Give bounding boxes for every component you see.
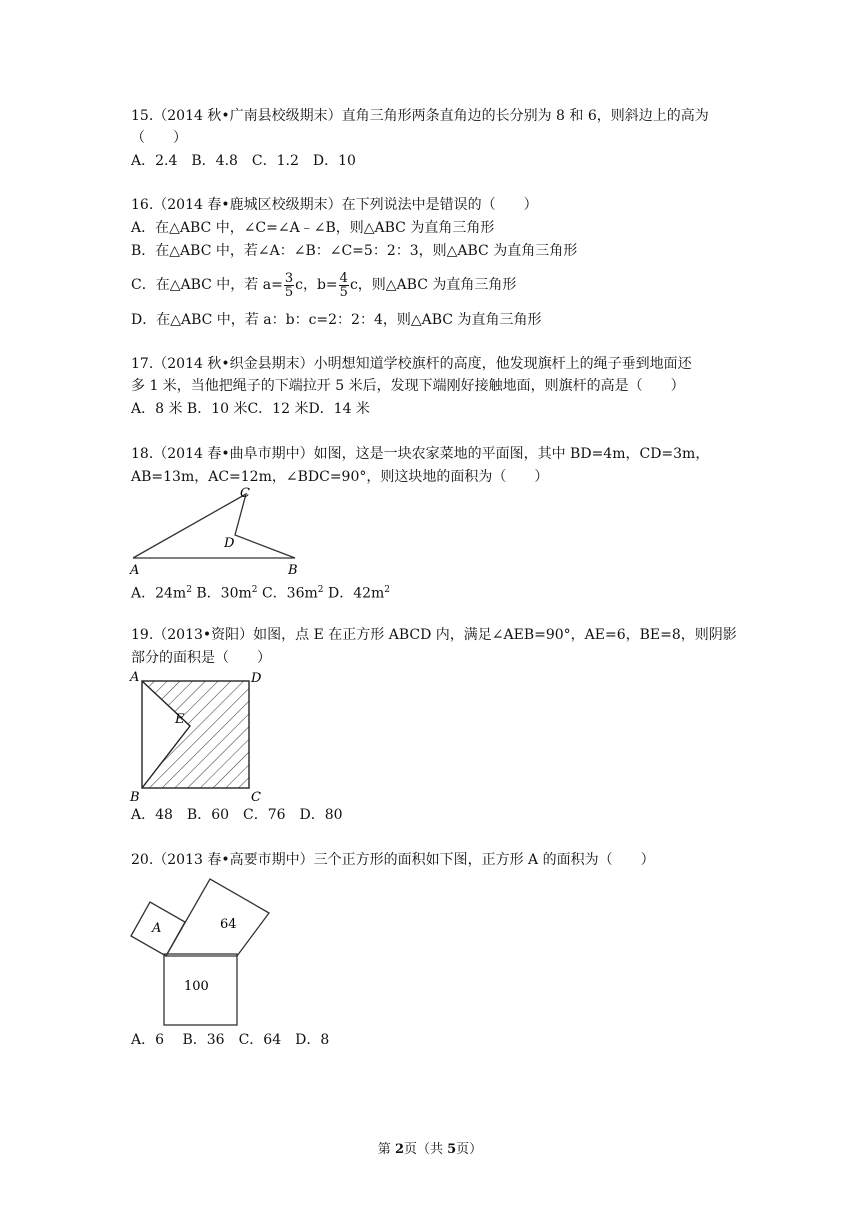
q19-options: A．48 B．60 C．76 D．80: [131, 807, 343, 823]
q19-shaded-region: [142, 681, 249, 788]
q20-figure: [128, 868, 276, 1030]
q16-option-a: A．在△ABC 中，∠C=∠A﹣∠B，则△ABC 为直角三角形: [131, 220, 495, 236]
q19-figure: [128, 669, 268, 805]
q19-label-c: C: [251, 790, 261, 805]
q19-label-b: B: [130, 790, 140, 805]
q18-option-b: B．30m: [196, 585, 252, 602]
square-64: [166, 879, 269, 956]
q16-option-b: B．在△ABC 中，若∠A：∠B：∠C=5：2：3，则△ABC 为直角三角形: [131, 243, 578, 259]
fraction-three-fifths: $\frac{3}{5}$: [284, 270, 294, 300]
q18-options: A．$24m^2$ B．$30m^2$ C．$36m^2$ D．$42m^2$: [131, 585, 391, 602]
q15-options: A．2.4 B．4.8 C．1.2 D．10: [131, 153, 356, 169]
q18-stem-line2: AB=13m，AC=12m，∠BDC=90°，则这块地的面积为（ ）: [131, 469, 549, 485]
q20-stem: 20.（2013 春•高要市期中）三个正方形的面积如下图，正方形 A 的面积为（ ）: [131, 852, 655, 868]
q20-label-100: 100: [184, 979, 209, 994]
q19-label-e: E: [175, 712, 185, 727]
fraction-four-fifths: $\frac{4}{5}$: [339, 270, 348, 300]
q18-option-a: A．24m: [131, 585, 187, 602]
q17-stem-line1: 17.（2014 秋•织金县期末）小明想知道学校旗杆的高度，他发现旗杆上的绳子垂到地面还: [131, 356, 692, 372]
q19-label-a: A: [130, 670, 140, 685]
q15-stem-line2: （ ）: [131, 130, 187, 146]
q18-stem-line1: 18.（2014 春•曲阜市期中）如图，这是一块农家菜地的平面图，其中 BD=4m，CD=3m，: [131, 446, 710, 462]
page-number: 2: [394, 1142, 404, 1157]
q16-option-d: D．在△ABC 中，若 a：b：c=2：2：4，则△ABC 为直角三角形: [131, 312, 542, 328]
q17-options: A．8 米 B．10 米C．12 米D．14 米: [131, 401, 370, 417]
q18-option-d: D．42m: [327, 585, 385, 602]
q16-option-c-suffix: c，则△ABC 为直角三角形: [349, 277, 517, 293]
page-footer: 第 2页（共 5页）: [377, 1142, 483, 1157]
q18-label-c: C: [240, 486, 250, 501]
q18-label-a: A: [130, 563, 140, 578]
q18-label-d: D: [224, 536, 235, 551]
q16-option-c-prefix: C．在△ABC 中，若 a=: [131, 277, 283, 293]
q18-plot-outline: [133, 494, 295, 558]
q16-option-c-mid: c，b=: [295, 277, 338, 293]
q17-stem-line2: 多 1 米，当他把绳子的下端拉开 5 米后，发现下端刚好接触地面，则旗杆的高是（ ）: [131, 378, 685, 394]
q19-stem-line1: 19.（2013•资阳）如图，点 E 在正方形 ABCD 内，满足∠AEB=90°，AE=6，BE=8，则阴影: [131, 627, 737, 643]
page-total: 5: [447, 1142, 457, 1157]
q16-stem: 16.（2014 春•鹿城区校级期末）在下列说法中是错误的（ ）: [131, 197, 538, 213]
q19-stem-line2: 部分的面积是（ ）: [131, 650, 271, 666]
q18-label-b: B: [288, 563, 298, 578]
q20-label-a: A: [152, 921, 162, 936]
q18-figure: [130, 486, 310, 578]
q15-stem-line1: 15.（2014 秋•广南县校级期末）直角三角形两条直角边的长分别为 8 和 6，则斜边上的高为: [131, 108, 709, 124]
q20-label-64: 64: [220, 917, 237, 932]
q20-options: A．6 B．36 C．64 D．8: [131, 1032, 330, 1048]
q16-option-c: [131, 268, 516, 302]
q18-option-c: C．36m: [261, 585, 318, 602]
q19-label-d: D: [251, 671, 262, 686]
